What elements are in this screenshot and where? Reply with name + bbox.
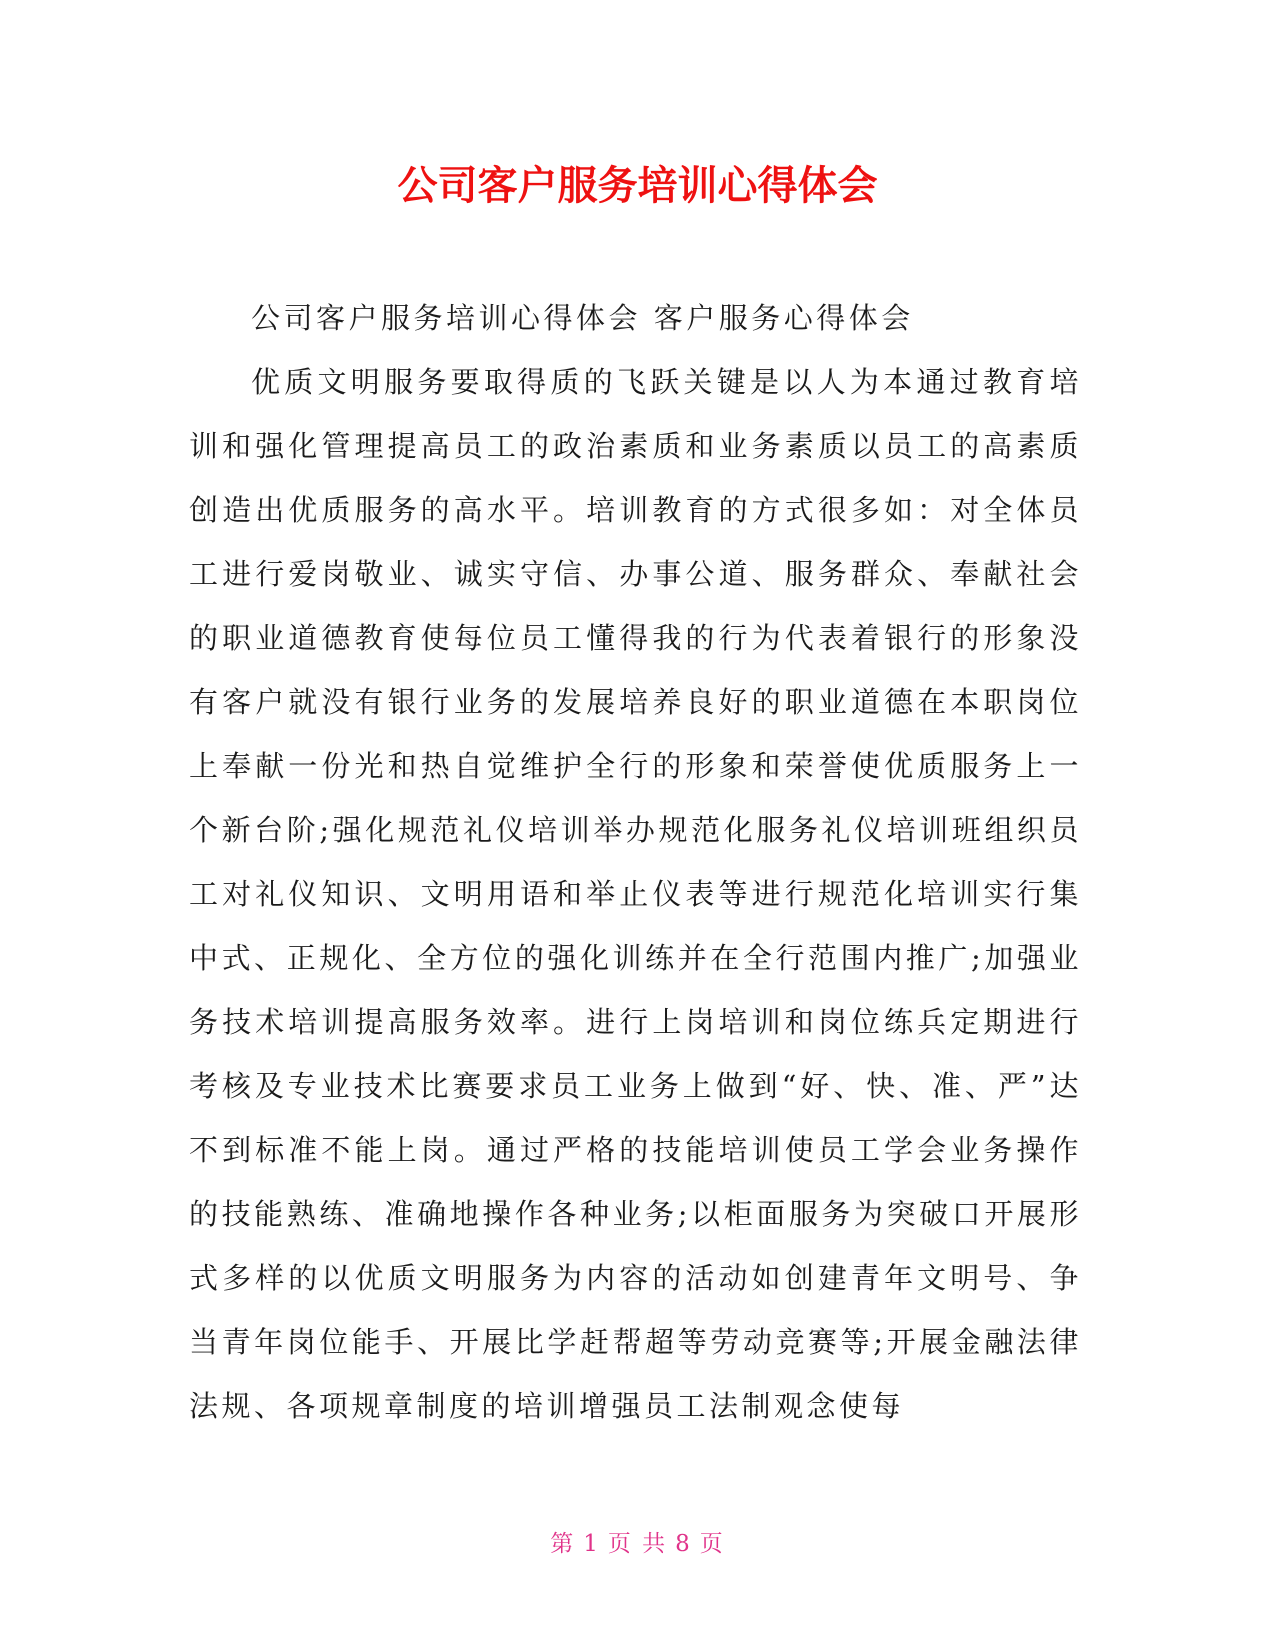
document-title: 公司客户服务培训心得体会 [397, 163, 878, 209]
footer-current-page: 1 [583, 1531, 600, 1557]
body-paragraph: 优质文明服务要取得质的飞跃关键是以人为本通过教育培训和强化管理提高员工的政治素质和业务素质以员工的高素质创造出优质服务的高水平。培训教育的方式很多如：对全体员工进行爱岗敬业、诚实守信、办事公道、服务群众、奉献社会的职业道德教育使每位员工懂得我的行为代表着银行的形象没有客户就没有银行业务的发展培养良好的职业道德在本职岗位上奉献一份光和热自觉维护全行的形象和荣誉使优质服务上一个新台阶;强化规范礼仪培训举办规范化服务礼仪培训班组织员工对礼仪知识、文明用语和举止仪表等进行规范化培训实行集中式、正规化、全方位的强化训练并在全行范围内推广;加强业务技术培训提高服务效率。进行上岗培训和岗位练兵定期进行考核及专业技术比赛要求员工业务上做到“好、快、准、严”达不到标准不能上岗。通过严格的技能培训使员工学会业务操作的技能熟练、准确地操作各种业务;以柜面服务为突破口开展形式多样的以优质文明服务为内容的活动如创建青年文明号、争当青年岗位能手、开展比学赶帮超等劳动竞赛等;开展金融法律法规、各项规章制度的培训增强员工法制观念使每 [189, 365, 1082, 1423]
footer-page-unit: 页 [607, 1531, 633, 1557]
footer-total-unit: 页 [699, 1531, 725, 1557]
subtitle-paragraph: 公司客户服务培训心得体会 客户服务心得体会 [251, 301, 914, 335]
footer-page-label: 第 [550, 1531, 576, 1557]
document-body [189, 286, 1082, 1438]
footer-total-pages: 8 [675, 1531, 692, 1557]
page-footer [0, 1528, 1275, 1560]
footer-total-label: 共 [642, 1531, 668, 1557]
